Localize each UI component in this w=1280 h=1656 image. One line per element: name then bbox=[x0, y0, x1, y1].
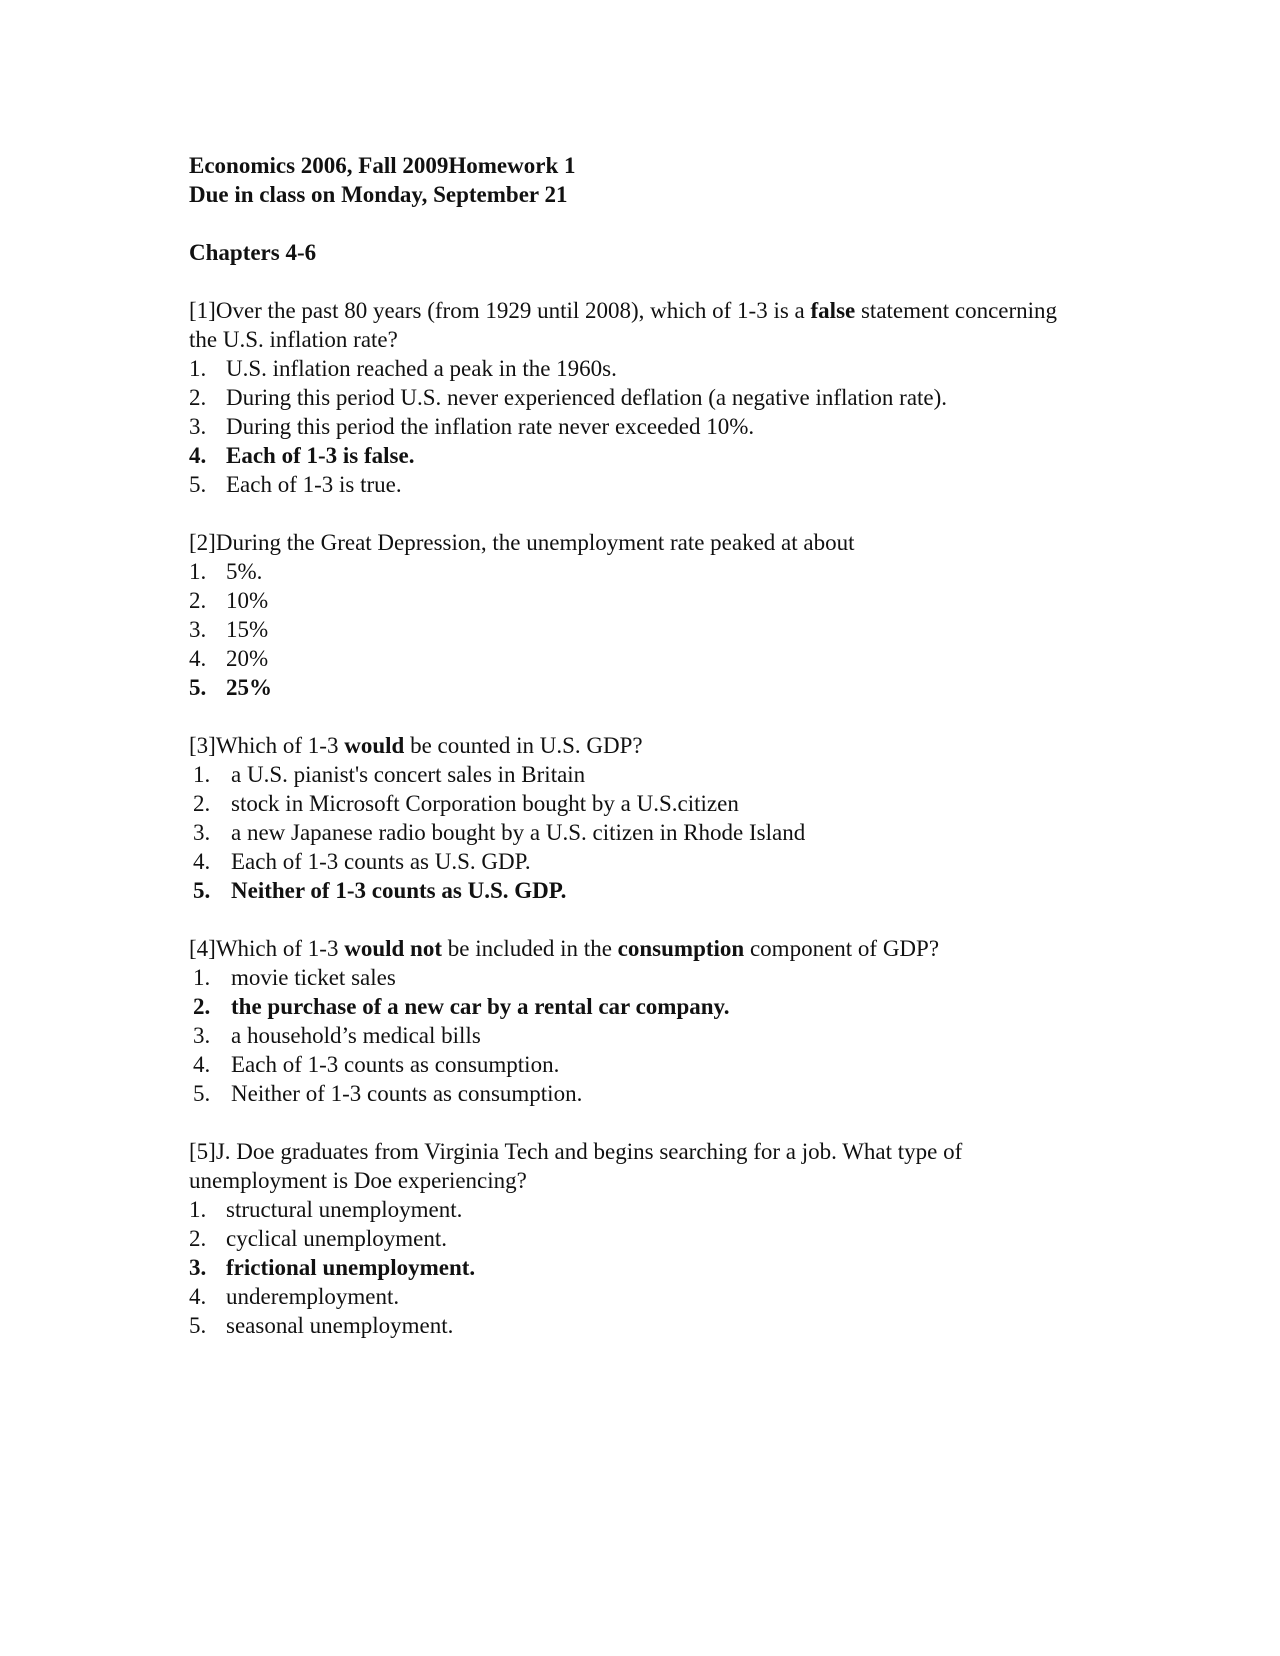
option-number: 1. bbox=[193, 965, 211, 990]
option-number: 2. bbox=[193, 994, 211, 1019]
option-text: Each of 1-3 counts as consumption. bbox=[231, 1052, 560, 1077]
option-number: 4. bbox=[189, 646, 207, 671]
answer-option bbox=[189, 1282, 1089, 1311]
answer-option bbox=[189, 644, 1089, 673]
option-number: 1. bbox=[189, 559, 207, 584]
question-number: [5] bbox=[189, 1139, 216, 1164]
option-text: Neither of 1-3 counts as U.S. GDP. bbox=[231, 878, 567, 903]
option-text: 15% bbox=[226, 617, 269, 642]
answer-option-correct bbox=[189, 441, 1089, 470]
option-number: 3. bbox=[193, 820, 211, 845]
option-number: 2. bbox=[193, 791, 211, 816]
option-text: a U.S. pianist's concert sales in Britain bbox=[231, 762, 586, 787]
option-text: cyclical unemployment. bbox=[226, 1226, 447, 1251]
option-text: Each of 1-3 is true. bbox=[226, 472, 402, 497]
option-number: 1. bbox=[193, 762, 211, 787]
homework-document bbox=[189, 151, 1089, 1340]
option-number: 3. bbox=[189, 617, 207, 642]
option-text: a new Japanese radio bought by a U.S. citizen in Rhode Island bbox=[231, 820, 806, 845]
option-text: 25% bbox=[226, 675, 272, 700]
option-number: 4. bbox=[193, 1052, 211, 1077]
option-text: 20% bbox=[226, 646, 269, 671]
emphasis: false bbox=[810, 298, 856, 323]
option-number: 4. bbox=[193, 849, 211, 874]
option-number: 5. bbox=[189, 472, 207, 497]
answer-option-correct bbox=[189, 1253, 1089, 1282]
answer-options bbox=[189, 354, 1089, 499]
answer-option bbox=[189, 586, 1089, 615]
question-text: [2]During the Great Depression, the unemployment rate peaked at about bbox=[189, 530, 855, 555]
option-number: 2. bbox=[189, 1226, 207, 1251]
answer-option-correct bbox=[189, 673, 1089, 702]
answer-option bbox=[189, 1311, 1089, 1340]
answer-options bbox=[189, 963, 1089, 1108]
answer-option bbox=[189, 615, 1089, 644]
option-text: a household’s medical bills bbox=[231, 1023, 481, 1048]
option-text: Neither of 1-3 counts as consumption. bbox=[231, 1081, 583, 1106]
emphasis: consumption bbox=[617, 936, 745, 961]
document-header bbox=[189, 151, 1089, 209]
question-1 bbox=[189, 296, 1089, 499]
answer-options bbox=[189, 557, 1089, 702]
option-number: 4. bbox=[189, 443, 207, 468]
answer-option bbox=[189, 1195, 1089, 1224]
answer-option bbox=[189, 760, 1089, 789]
option-number: 3. bbox=[189, 414, 207, 439]
answer-option bbox=[189, 383, 1089, 412]
question-2 bbox=[189, 528, 1089, 702]
question-number: [4] bbox=[189, 936, 216, 961]
option-text: 10% bbox=[226, 588, 269, 613]
answer-option bbox=[189, 1050, 1089, 1079]
answer-option bbox=[189, 470, 1089, 499]
option-text: During this period U.S. never experienced deflation (a negative inflation rate). bbox=[226, 385, 948, 410]
answer-option bbox=[189, 1079, 1089, 1108]
option-text: stock in Microsoft Corporation bought by a U.S.citizen bbox=[231, 791, 739, 816]
emphasis: would bbox=[344, 733, 405, 758]
question-text: [3]Which of 1-3 would be counted in U.S. GDP? bbox=[189, 733, 643, 758]
option-number: 3. bbox=[189, 1255, 207, 1280]
answer-option bbox=[189, 818, 1089, 847]
option-text: the purchase of a new car by a rental car company. bbox=[231, 994, 730, 1019]
option-text: structural unemployment. bbox=[226, 1197, 463, 1222]
answer-option bbox=[189, 963, 1089, 992]
option-number: 5. bbox=[189, 675, 207, 700]
question-text: [4]Which of 1-3 would not be included in the consumption component of GDP? bbox=[189, 936, 940, 961]
question-text: [5]J. Doe graduates from Virginia Tech and begins searching for a job. What type of unemployment is Doe experiencing? bbox=[189, 1139, 963, 1193]
option-text: Each of 1-3 is false. bbox=[226, 443, 415, 468]
answer-option bbox=[189, 1224, 1089, 1253]
option-number: 3. bbox=[193, 1023, 211, 1048]
option-text: 5%. bbox=[226, 559, 263, 584]
answer-option bbox=[189, 412, 1089, 441]
option-text: U.S. inflation reached a peak in the 1960s. bbox=[226, 356, 617, 381]
answer-option bbox=[189, 1021, 1089, 1050]
option-number: 1. bbox=[189, 356, 207, 381]
option-number: 5. bbox=[193, 878, 211, 903]
option-number: 2. bbox=[189, 385, 207, 410]
option-text: seasonal unemployment. bbox=[226, 1313, 454, 1338]
answer-option-correct bbox=[189, 992, 1089, 1021]
question-number: [2] bbox=[189, 530, 216, 555]
option-number: 5. bbox=[193, 1081, 211, 1106]
option-number: 2. bbox=[189, 588, 207, 613]
option-number: 4. bbox=[189, 1284, 207, 1309]
chapters-heading: Chapters 4-6 bbox=[189, 240, 317, 265]
question-number: [1] bbox=[189, 298, 216, 323]
answer-option bbox=[189, 789, 1089, 818]
option-text: movie ticket sales bbox=[231, 965, 396, 990]
option-number: 1. bbox=[189, 1197, 207, 1222]
question-number: [3] bbox=[189, 733, 216, 758]
option-text: underemployment. bbox=[226, 1284, 400, 1309]
answer-option-correct bbox=[189, 876, 1089, 905]
question-text: [1]Over the past 80 years (from 1929 until 2008), which of 1-3 is a false statement concerning the U.S. inflation rate? bbox=[189, 298, 1058, 352]
option-text: frictional unemployment. bbox=[226, 1255, 476, 1280]
question-5 bbox=[189, 1137, 1089, 1340]
emphasis: would not bbox=[344, 936, 443, 961]
answer-option bbox=[189, 354, 1089, 383]
answer-option bbox=[189, 557, 1089, 586]
question-4 bbox=[189, 934, 1089, 1108]
option-text: During this period the inflation rate never exceeded 10%. bbox=[226, 414, 755, 439]
due-date: Due in class on Monday, September 21 bbox=[189, 182, 568, 207]
option-number: 5. bbox=[189, 1313, 207, 1338]
answer-options bbox=[189, 1195, 1089, 1340]
option-text: Each of 1-3 counts as U.S. GDP. bbox=[231, 849, 531, 874]
answer-options bbox=[189, 760, 1089, 905]
course-title: Economics 2006, Fall 2009Homework 1 bbox=[189, 153, 576, 178]
question-3 bbox=[189, 731, 1089, 905]
answer-option bbox=[189, 847, 1089, 876]
